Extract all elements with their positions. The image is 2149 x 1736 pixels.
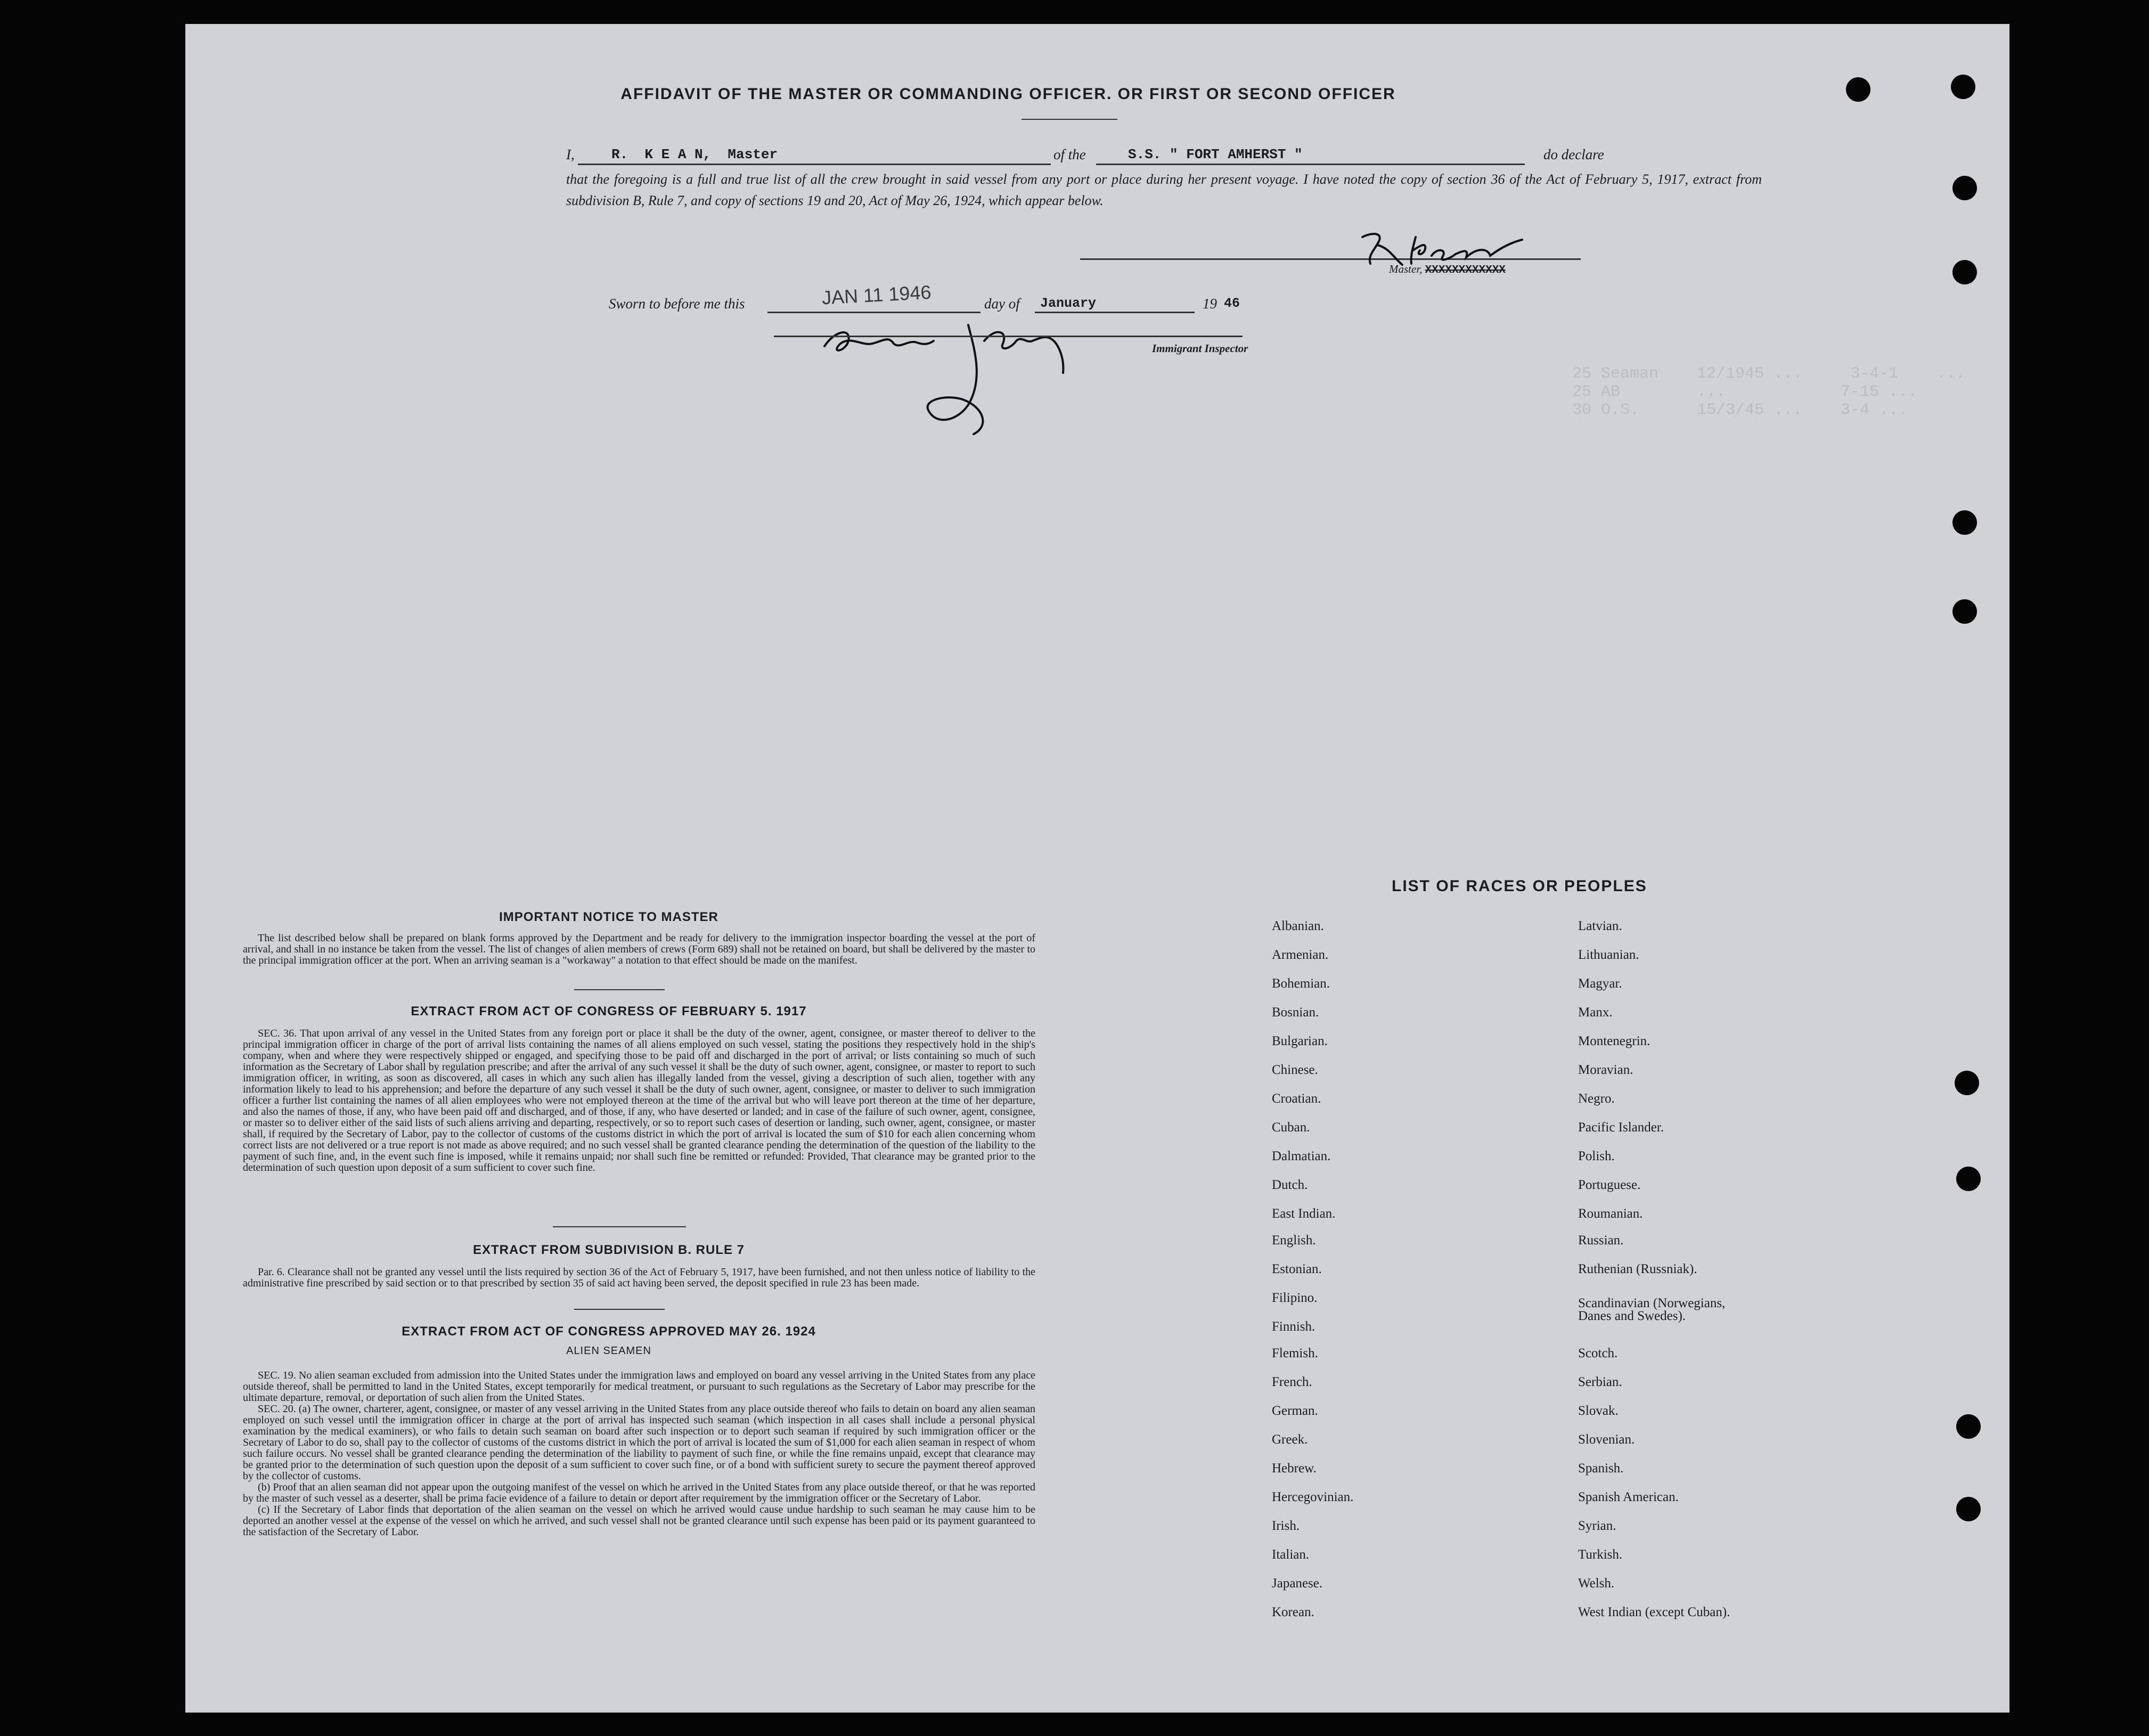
race-item: Slovak. [1578,1404,1619,1418]
race-item: Hercegovinian. [1272,1490,1354,1504]
punch-hole [1952,176,1977,200]
extract-1924-text [243,1370,1035,1538]
race-item: Flemish. [1272,1346,1318,1360]
race-item: Pacific Islander. [1578,1120,1664,1135]
bleed-through-text: 25 Seaman 12/1945 ... 3-4-1 ... 25 AB ... 7-15 ... 30 O.S. 15/3/45 ... 3-4 ... [1572,365,1966,419]
affidavit-title: AFFIDAVIT OF THE MASTER OR COMMANDING OFFICER. OR FIRST OR SECOND OFFICER [620,85,1396,103]
title-divider [1022,119,1117,120]
day-of-label: day of [984,296,1020,312]
race-item: East Indian. [1272,1207,1336,1221]
race-item: Cuban. [1272,1120,1310,1135]
race-item: Dalmatian. [1272,1149,1331,1163]
punch-hole [1952,260,1977,284]
race-item: German. [1272,1404,1318,1418]
race-item: Negro. [1578,1091,1615,1106]
month-blank [1035,312,1195,313]
section-divider [553,1226,686,1227]
master-name-blank [578,164,1051,165]
race-item: French. [1272,1375,1312,1389]
sec-20a-paragraph: SEC. 20. (a) The owner, charterer, agent, consignee, or master of any vessel arriving in the United States from any place outside thereof who fails to detain on board any alien seaman employed on such vessel until the immigration officer in charge at the port of arrival has inspected such seaman (which inspection in all cases shall include a personal physical examination by the medical examiners), or who fails to detain such seaman on board after such inspection or to deport such seaman if required by such immigration officer or the Secretary of Labor to do so, shall pay to the collector of customs of the customs district in which the port of arrival is located the sum of $1,000 for each alien seaman in respect of whom such failure occurs. No vessel shall be granted clearance pending the determination of the liability to payment of such fine, or while the fine remains unpaid, except that clearance may be granted prior to the determination of such question upon the deposit of a sum sufficient to cover such fine, or of a bond with sufficient surety to secure the payment thereof approved by the collector of customs. [243,1403,1035,1482]
year-prefix: 19 [1203,296,1217,312]
race-item: Korean. [1272,1605,1314,1619]
punch-hole [1956,1167,1981,1191]
race-item: Albanian. [1272,919,1324,933]
race-item: Croatian. [1272,1091,1321,1106]
sec-19-paragraph: SEC. 19. No alien seaman excluded from admission into the United States under the immigration laws and employed on board any vessel arriving in the United States from any place outside thereof, shall be permitted to land in the United States, except temporarily for medical treatment, or pursuant to such regulations as the Secretary of Labor may prescribe for the ultimate departure, removal, or deportation of such alien from the United States. [243,1370,1035,1404]
race-item: Russian. [1578,1233,1624,1248]
notice-paragraph: The list described below shall be prepared on blank forms approved by the Department and be ready for delivery to the immigration inspector boarding the vessel at the port of arrival, and shall in no instance be taken from the vessel. The list of changes of alien members of crews (Form 689) shall not be retained on board, but shall be delivered by the master to the principal immigration officer at the port. When an arriving seaman is a "workaway" a notation to that effect should be made on the manifest. [243,932,1035,966]
punch-hole [1846,77,1870,102]
punch-hole [1952,510,1977,535]
punch-hole [1951,75,1975,99]
section-divider [574,989,665,990]
races-title: LIST OF RACES OR PEOPLES [1392,877,1647,895]
race-item: Chinese. [1272,1063,1318,1077]
race-item: Dutch. [1272,1178,1308,1192]
race-item: Spanish. [1578,1461,1624,1476]
race-item: Bulgarian. [1272,1034,1328,1048]
i-label: I, [566,146,575,162]
extract-1917-title: EXTRACT FROM ACT OF CONGRESS OF FEBRUARY 5. 1917 [411,1004,807,1018]
punch-hole [1952,599,1977,624]
race-item: Magyar. [1578,976,1622,991]
race-item: Manx. [1578,1005,1613,1020]
sworn-line [609,281,1461,316]
inspector-label: Immigrant Inspector [1152,342,1248,355]
extract-1924-subtitle: ALIEN SEAMEN [566,1345,651,1357]
extract-1917-text [243,1028,1035,1173]
race-item: Japanese. [1272,1576,1323,1591]
race-item: Polish. [1578,1149,1615,1163]
master-label-row [1389,263,1506,276]
race-item: West Indian (except Cuban). [1578,1605,1730,1619]
affidavit-body: that the foregoing is a full and true list of all the crew brought in said vessel from any port or place during her present voyage. I have noted the copy of section 36 of the Act of February 5, 1917, extract from subdivision B, Rule 7, and copy of sections 19 and 20, Act of May 26, 1924, which appear below. [566,172,1762,208]
vessel-blank [1096,164,1525,165]
race-item: Roumanian. [1578,1207,1643,1221]
struck-officer-title: XXXXXXXXXXXX [1425,264,1506,276]
race-item: English. [1272,1233,1316,1248]
sworn-day-blank [767,312,980,313]
notice-text [243,933,1035,966]
date-stamp: JAN 11 1946 [821,281,932,309]
race-item: Turkish. [1578,1547,1623,1562]
race-item: Bosnian. [1272,1005,1319,1020]
of-the-label: of the [1053,146,1086,162]
extract-rule7-title: EXTRACT FROM SUBDIVISION B. RULE 7 [472,1243,745,1257]
race-item: Ruthenian (Russniak). [1578,1262,1697,1276]
vessel-name: S.S. " FORT AMHERST " [1128,146,1303,162]
inspector-signature [814,314,1091,447]
race-item: Scotch. [1578,1346,1618,1360]
punch-hole [1955,1071,1979,1095]
race-item: Bohemian. [1272,976,1330,991]
race-item: Hebrew. [1272,1461,1317,1476]
race-item: Finnish. [1272,1319,1315,1334]
sec-20c-paragraph: (c) If the Secretary of Labor finds that deportation of the alien seaman on the vessel on which he arrived would cause undue hardship to such seaman he may cause him to be deported an another vessel at the expense of the vessel on which he arrived, and such vessel shall not be granted clearance until such expense has been paid or its payment guaranteed to the satisfaction of the Secretary of Labor. [243,1504,1035,1538]
race-item: Irish. [1272,1519,1300,1533]
race-item: Latvian. [1578,919,1622,933]
extract-rule7-text [243,1267,1035,1289]
sec-36-paragraph: SEC. 36. That upon arrival of any vessel in the United States from any foreign port or place it shall be the duty of the owner, agent, consignee, or master thereof to deliver to the principal immigration officer in charge of the port of arrival lists containing the names of all aliens employed on such vessel, stating the positions they respectively hold in the ship's company, when and where they were respectively shipped or engaged, and specifying those to be paid off and discharged in the port of arrival; or lists containing so much of such information as the Secretary of Labor shall by regulation prescribe; and after the arrival of any such vessel it shall be the duty of such owner, agent, consignee, or master to report to such immigration officer, in writing, as soon as discovered, all cases in which any such alien has illegally landed from the vessel, giving a description of such alien, together with any information likely to lead to his apprehension; and before the departure of any such vessel it shall be the duty of such owner, agent, consignee, or master to deliver to such immigration officer a further list containing the names of all alien employees who were not employed thereon at the time of the arrival but who will leave port thereon at the time of her departure, and also the names of those, if any, who have been paid off and discharged, and of those, if any, who have deserted or landed; and in case of the failure of such owner, agent, consignee, or master so to deliver either of the said lists of such aliens arriving and departing, respectively, or so to report such cases of desertion or landing, such owner, agent, consignee, or master shall, if required by the Secretary of Labor, pay to the collector of customs of the customs district in which the port of arrival is located the sum of $10 for each alien concerning whom correct lists are not delivered or a true report is not made as above required; and no such vessel shall be granted clearance pending the determination of the question of the liability to the payment of such fine, and, in the event such fine is imposed, while it remains unpaid; nor shall such fine be remitted or refunded: Provided, That clearance may be granted prior to the determination of such question upon deposit of a sum sufficient to cover such fine. [243,1028,1035,1173]
race-item: Moravian. [1578,1063,1633,1077]
race-item: Scandinavian (Norwegians, Danes and Swedes). [1578,1296,1726,1323]
race-item: Syrian. [1578,1519,1616,1533]
race-item: Armenian. [1272,948,1329,962]
notice-title: IMPORTANT NOTICE TO MASTER [499,910,718,924]
punch-hole [1956,1497,1981,1521]
extract-1924-title: EXTRACT FROM ACT OF CONGRESS APPROVED MAY 26. 1924 [402,1324,816,1339]
sworn-label: Sworn to before me this [609,296,745,312]
inspector-signature-line [774,336,1243,337]
race-item: Spanish American. [1578,1490,1679,1504]
master-name: R. K E A N, Master [611,146,778,162]
race-item: Filipino. [1272,1291,1318,1305]
race-item: Slovenian. [1578,1432,1635,1447]
race-item: Welsh. [1578,1576,1615,1591]
race-item: Lithuanian. [1578,948,1639,962]
sworn-month: January [1040,296,1097,311]
declaration-line [566,146,1764,168]
master-label: Master, [1389,263,1423,275]
sec-20b-paragraph: (b) Proof that an alien seaman did not appear upon the outgoing manifest of the vessel on which he arrived in the United States from any place outside thereof, or that he was reported by the master of such vessel as a deserter, shall be prima facie evidence of a failure to detain or deport after requirement by the immigration officer or the Secretary of Labor. [243,1481,1035,1504]
race-item: Greek. [1272,1432,1308,1447]
year-suffix: 46 [1224,296,1240,311]
do-declare-label: do declare [1543,146,1604,162]
race-item: Montenegrin. [1578,1034,1650,1048]
race-item: Estonian. [1272,1262,1322,1276]
par-6-paragraph: Par. 6. Clearance shall not be granted any vessel until the lists required by section 36 of the Act of February 5, 1917, have been furnished, and not then unless notice of liability to the administrative fine prescribed by said section or to that prescribed by section 35 of said act having been served, the deposit specified in rule 23 has been made. [243,1266,1035,1289]
affidavit-page [185,24,2009,1713]
race-item: Serbian. [1578,1375,1622,1389]
race-item: Italian. [1272,1547,1310,1562]
race-item: Portuguese. [1578,1178,1641,1192]
section-divider [574,1309,665,1310]
punch-hole [1956,1414,1981,1439]
